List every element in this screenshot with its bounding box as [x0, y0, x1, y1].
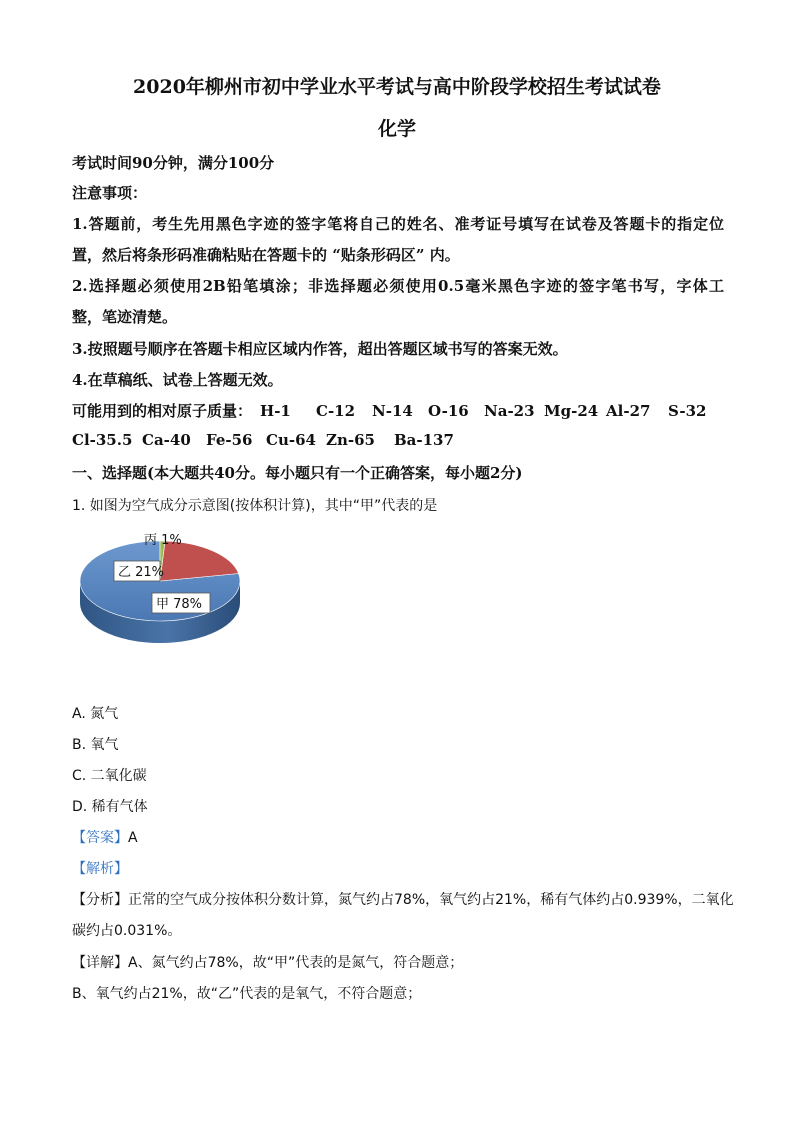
analysis-tag: 【解析】	[72, 861, 128, 877]
atomic-mass-item: Ca-40	[142, 431, 191, 449]
atomic-mass-item: O-16	[428, 402, 469, 420]
analysis-text-1: 正常的空气成分按体积分数计算，氮气约占78%，氧气约占21%，稀有气体约占0.939%，二氧化	[128, 892, 734, 908]
atomic-mass-label: 可能用到的相对原子质量：	[72, 402, 253, 420]
atomic-mass-row-2	[72, 431, 724, 449]
section-1-heading: 一、选择题(本大题共40分。每小题只有一个正确答案，每小题2分)	[72, 464, 523, 482]
atomic-mass-item: Fe-56	[206, 431, 253, 449]
notice-heading: 注意事项：	[72, 184, 148, 202]
atomic-mass-row-1	[72, 400, 724, 421]
svg-text:丙 1%: 丙 1%	[144, 533, 182, 548]
svg-text:甲 78%: 甲 78%	[156, 597, 203, 612]
svg-text:乙 21%: 乙 21%	[118, 565, 165, 580]
option-b: B. 氧气	[72, 737, 119, 753]
atomic-mass-item: Na-23	[484, 402, 535, 420]
air-composition-pie-chart	[70, 525, 260, 655]
detail-label: 【详解】	[72, 955, 128, 971]
answer-line	[72, 827, 724, 847]
option-c: C. 二氧化碳	[72, 768, 147, 784]
atomic-mass-item: S-32	[668, 402, 707, 420]
atomic-mass-item: Ba-137	[394, 431, 454, 449]
detail-line-2: B、氧气约占21%，故“乙”代表的是氧气，不符合题意；	[72, 986, 422, 1002]
pie-label-丙	[144, 533, 182, 548]
atomic-mass-item: Al-27	[606, 402, 651, 420]
pie-label-甲	[152, 593, 210, 613]
atomic-mass-item: N-14	[372, 402, 413, 420]
notice-item-3: 3.按照题号顺序在答题卡相应区域内作答，超出答题区域书写的答案无效。	[72, 340, 568, 358]
exam-title: 2020年柳州市初中学业水平考试与高中阶段学校招生考试试卷	[133, 76, 661, 98]
exam-time: 考试时间90分钟，满分100分	[72, 154, 275, 172]
notice-item-2-line-2: 整，笔迹清楚。	[72, 308, 178, 326]
detail-text-1: A、氮气约占78%，故“甲”代表的是氮气，符合题意；	[128, 955, 464, 971]
answer-tag: 【答案】	[72, 830, 128, 846]
analysis-tag-line	[72, 858, 724, 878]
atomic-mass-item: H-1	[260, 402, 291, 420]
analysis-label: 【分析】	[72, 892, 128, 908]
notice-item-1-line-2: 置，然后将条形码准确粘贴在答题卡的 “贴条形码区” 内。	[72, 246, 460, 264]
analysis-line-2: 碳约占0.031%。	[72, 923, 182, 939]
answer-value: A	[128, 830, 138, 846]
atomic-mass-item: Mg-24	[544, 402, 599, 420]
atomic-mass-item: C-12	[316, 402, 356, 420]
atomic-mass-item: Zn-65	[326, 431, 375, 449]
question-1-stem: 1. 如图为空气成分示意图(按体积计算)，其中“甲”代表的是	[72, 498, 438, 514]
atomic-mass-item: Cl-35.5	[72, 431, 133, 449]
atomic-mass-item: Cu-64	[266, 431, 316, 449]
notice-item-2-line-1: 2.选择题必须使用2B铅笔填涂；非选择题必须使用0.5毫米黑色字迹的签字笔书写，字体工	[72, 277, 724, 295]
detail-line-1	[72, 952, 724, 972]
analysis-line-1	[72, 889, 734, 909]
notice-item-1-line-1: 1.答题前，考生先用黑色字迹的签字笔将自己的姓名、准考证号填写在试卷及答题卡的指定位	[72, 215, 724, 233]
option-d: D. 稀有气体	[72, 799, 148, 815]
pie-label-乙	[114, 561, 164, 581]
subject-title: 化学	[377, 118, 416, 140]
notice-item-4: 4.在草稿纸、试卷上答题无效。	[72, 371, 283, 389]
option-a: A. 氮气	[72, 706, 119, 722]
